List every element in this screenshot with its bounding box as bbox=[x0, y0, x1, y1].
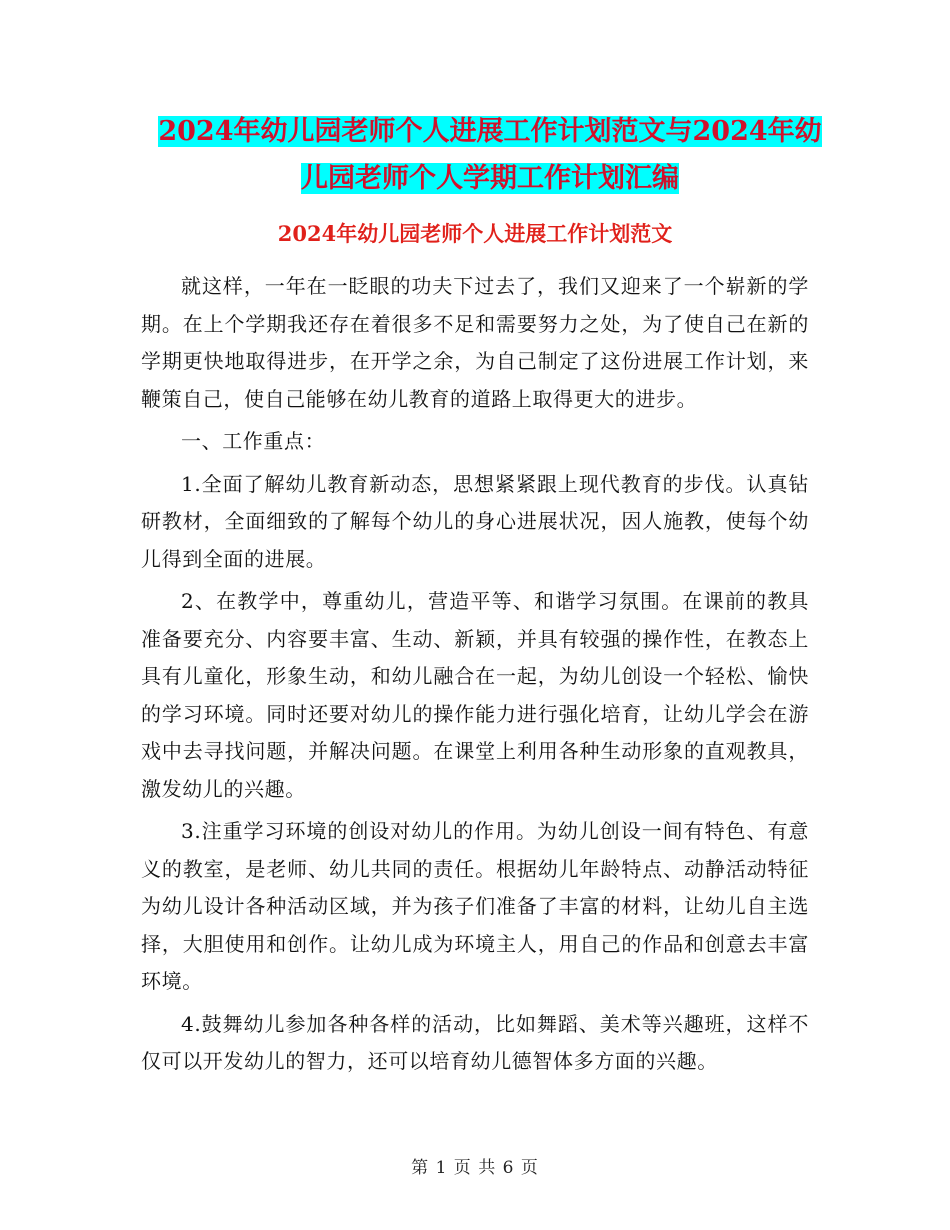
paragraph-item-4: 4.鼓舞幼儿参加各种各样的活动，比如舞蹈、美术等兴趣班，这样不仅可以开发幼儿的智力，还可以培育幼儿德智体多方面的兴趣。 bbox=[141, 1011, 809, 1073]
body-text bbox=[141, 268, 809, 1086]
document-title bbox=[140, 108, 840, 202]
paragraph-heading-work-focus: 一、工作重点： bbox=[181, 429, 326, 453]
title-line-2: 儿园老师个人学期工作计划汇编 bbox=[301, 163, 679, 194]
paragraph-item-3: 3.注重学习环境的创设对幼儿的作用。为幼儿创设一间有特色、有意义的教室，是老师、幼儿共同的责任。根据幼儿年龄特点、动静活动特征为幼儿设计各种活动区域，并为孩子们准备了丰富的材料，让幼儿自主选择，大胆使用和创作。让幼儿成为环境主人，用自己的作品和创意去丰富环境。 bbox=[141, 819, 809, 993]
paragraph-intro: 就这样，一年在一眨眼的功夫下过去了，我们又迎来了一个崭新的学期。在上个学期我还存在着很多不足和需要努力之处，为了使自己在新的学期更快地取得进步，在开学之余，为自己制定了这份进展工作计划，来鞭策自己，使自己能够在幼儿教育的道路上取得更大的进步。 bbox=[141, 274, 809, 411]
title-line-1: 2024年幼儿园老师个人进展工作计划范文与2024年幼 bbox=[158, 116, 822, 147]
paragraph-item-1: 1.全面了解幼儿教育新动态，思想紧紧跟上现代教育的步伐。认真钻研教材，全面细致的了解每个幼儿的身心进展状况，因人施教，使每个幼儿得到全面的进展。 bbox=[141, 471, 809, 571]
section-title: 2024年幼儿园老师个人进展工作计划范文 bbox=[277, 221, 673, 246]
paragraph-item-2: 2、在教学中，尊重幼儿，营造平等、和谐学习氛围。在课前的教具准备要充分、内容要丰富、生动、新颖，并具有较强的操作性，在教态上具有儿童化，形象生动，和幼儿融合在一起，为幼儿创设一个轻松、愉快的学习环境。同时还要对幼儿的操作能力进行强化培育，让幼儿学会在游戏中去寻找问题，并解决问题。在课堂上利用各种生动形象的直观教具，激发幼儿的兴趣。 bbox=[141, 589, 809, 801]
page-footer: 第 1 页 共 6 页 bbox=[411, 1158, 539, 1178]
